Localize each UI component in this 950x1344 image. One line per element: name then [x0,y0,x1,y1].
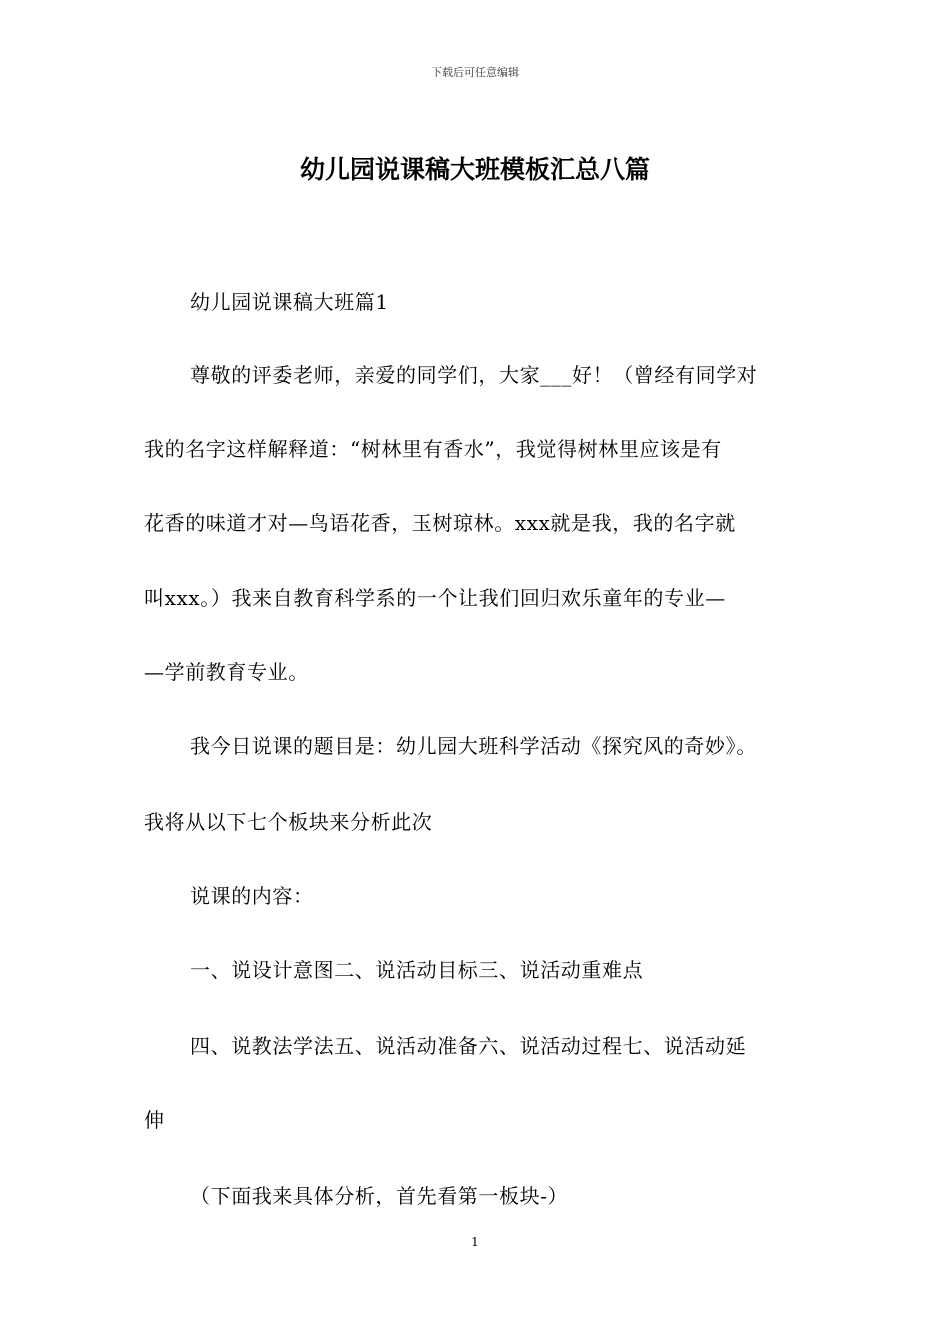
paragraph-line: —学前教育专业。 [144,660,309,684]
paragraph-line: 我将从以下七个板块来分析此次 [144,810,433,834]
paragraph-line: 我今日说课的题目是：幼儿园大班科学活动《探究风的奇妙》。 [190,734,757,758]
paragraph-line: 我的名字这样解释道：“树林里有香水”，我觉得树林里应该是有 [144,437,722,461]
section-heading: 幼儿园说课稿大班篇1 [190,290,389,314]
paragraph-line: 伸 [144,1108,165,1132]
paragraph-line: 四、说教法学法五、说活动准备六、说活动过程七、说活动延 [190,1034,747,1058]
paragraph-line: 尊敬的评委老师，亲爱的同学们，大家___好！（曾经有同学对 [190,363,758,387]
paragraph-line: （下面我来具体分析，首先看第一板块-） [190,1184,569,1208]
paragraph-line: 花香的味道才对—鸟语花香，玉树琼林。xxx就是我，我的名字就 [144,511,736,535]
paragraph-line: 一、说设计意图二、说活动目标三、说活动重难点 [190,958,644,982]
paragraph-line: 叫xxx。）我来自教育科学系的一个让我们回归欢乐童年的专业— [144,586,726,610]
paragraph-line: 说课的内容： [190,884,314,908]
page-number: 1 [471,1235,479,1249]
page-header-note: 下载后可任意编辑 [431,66,519,79]
document-title: 幼儿园说课稿大班模板汇总八篇 [299,155,650,184]
